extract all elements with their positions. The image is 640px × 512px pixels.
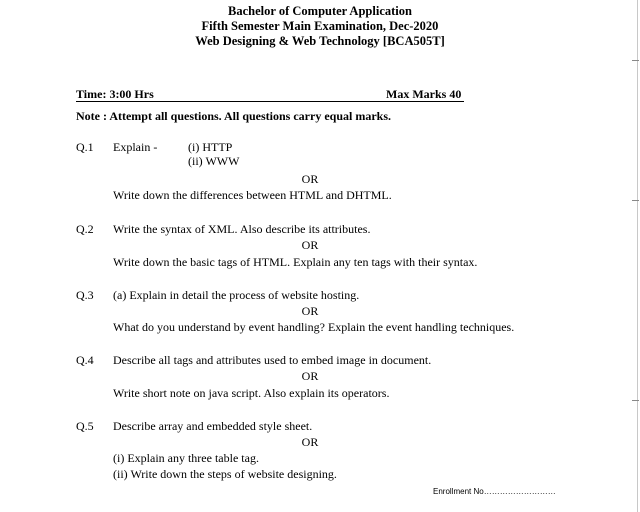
- q5-number: Q.5: [76, 419, 94, 433]
- q1-alt: Write down the differences between HTML and DHTML.: [113, 188, 392, 202]
- edge-tick: [632, 200, 639, 201]
- q5-or: OR: [301, 435, 319, 449]
- q5-alt1: (i) Explain any three table tag.: [113, 451, 259, 465]
- edge-tick: [632, 400, 639, 401]
- note-text: Note : Attempt all questions. All questions carry equal marks.: [76, 109, 391, 123]
- q3-alt: What do you understand by event handling? Explain the event handling techniques.: [113, 320, 515, 334]
- q1-number: Q.1: [76, 140, 94, 154]
- title-exam: Fifth Semester Main Examination, Dec-2020: [201, 19, 439, 33]
- q4-alt: Write short note on java script. Also explain its operators.: [113, 386, 390, 400]
- q1-text: Explain -: [113, 140, 158, 154]
- q4-number: Q.4: [76, 353, 94, 367]
- edge-tick: [632, 60, 639, 61]
- max-marks-label: Max Marks 40: [386, 87, 462, 101]
- q1-or: OR: [301, 172, 319, 186]
- q3-number: Q.3: [76, 288, 94, 302]
- q2-or: OR: [301, 238, 319, 252]
- q1-sub1: (i) HTTP: [188, 140, 233, 154]
- title-subject: Web Designing & Web Technology [BCA505T]: [195, 34, 445, 48]
- q3-text: (a) Explain in detail the process of website hosting.: [113, 288, 360, 302]
- time-label: Time: 3:00 Hrs: [76, 87, 154, 101]
- q2-alt: Write down the basic tags of HTML. Explain any ten tags with their syntax.: [113, 255, 478, 269]
- q4-text: Describe all tags and attributes used to embed image in document.: [113, 353, 432, 367]
- q2-text: Write the syntax of XML. Also describe its attributes.: [113, 222, 371, 236]
- q4-or: OR: [301, 369, 319, 383]
- enrollment-number-field: Enrollment No………………………: [433, 487, 556, 496]
- q3-or: OR: [301, 304, 319, 318]
- q5-alt2: (ii) Write down the steps of website designing.: [113, 467, 337, 481]
- q2-number: Q.2: [76, 222, 94, 236]
- title-degree: Bachelor of Computer Application: [228, 4, 412, 18]
- q5-text: Describe array and embedded style sheet.: [113, 419, 313, 433]
- header-rule: [76, 101, 464, 102]
- page-edge: [637, 0, 638, 512]
- q1-sub2: (ii) WWW: [188, 154, 240, 168]
